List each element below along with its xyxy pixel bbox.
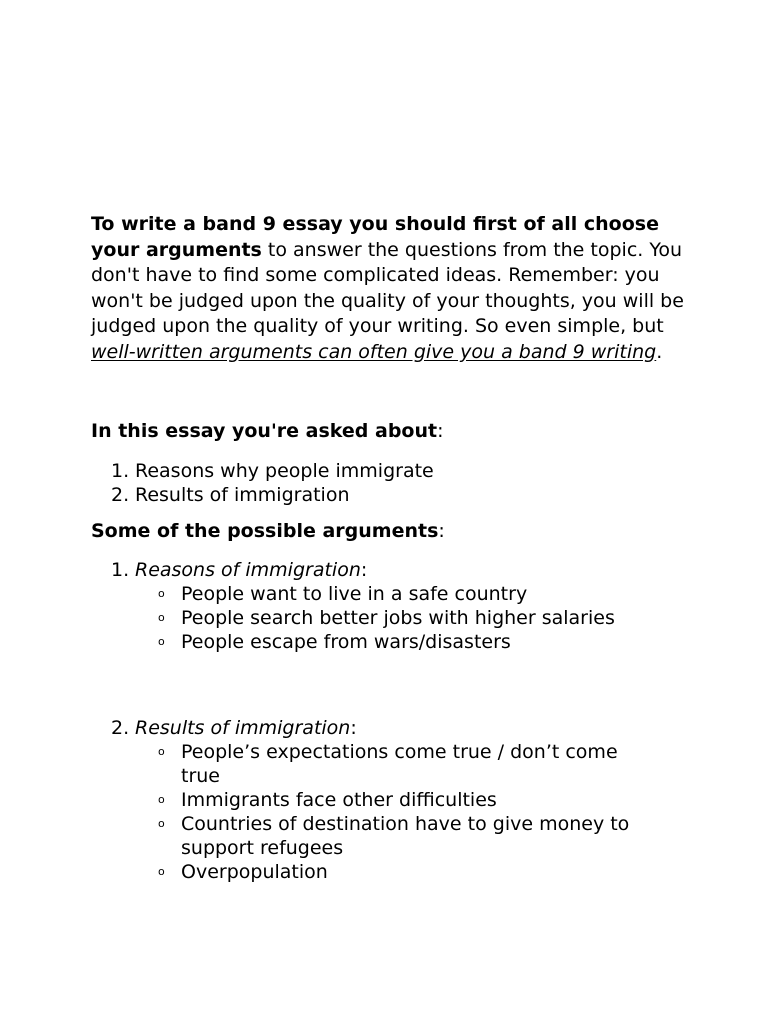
list-number: 2. — [111, 717, 130, 739]
list-item — [91, 483, 691, 507]
list-number: 2. — [111, 483, 130, 506]
circle-bullet-icon: o — [158, 793, 165, 806]
intro-end: . — [656, 340, 663, 363]
list-item — [91, 459, 691, 483]
intro-plain-text: to answer the questions from the topic. You don't have to find some complicated ideas. Remember: you won't be judged upon the quality of your thoughts, you will be judged upon the quality of your writing. So even simple, but — [91, 238, 684, 337]
list-item-text: People search better jobs with higher salaries — [181, 607, 615, 629]
asked-heading-colon: : — [437, 420, 444, 442]
circle-bullet-icon: o — [158, 587, 165, 600]
document-page — [91, 212, 691, 884]
intro-paragraph — [91, 212, 691, 365]
list-item — [91, 630, 641, 654]
asked-list — [91, 459, 691, 507]
argument-group-title — [91, 558, 691, 582]
intro-bold-text: To write a band 9 essay you should first of all choose your arguments — [91, 213, 659, 261]
argument-list — [91, 582, 691, 654]
circle-bullet-icon: o — [158, 611, 165, 624]
arguments-heading-text: Some of the possible arguments — [91, 519, 439, 542]
circle-bullet-icon: o — [158, 865, 165, 878]
list-item-text: Immigrants face other difficulties — [181, 789, 497, 811]
argument-group-colon: : — [350, 717, 357, 739]
argument-group-reasons — [91, 558, 691, 654]
list-number: 1. — [111, 559, 130, 581]
argument-list — [91, 740, 691, 884]
list-item-text: Results of immigration — [135, 483, 350, 506]
argument-group-results — [91, 716, 691, 884]
list-item — [91, 860, 641, 884]
list-item — [91, 788, 641, 812]
argument-group-colon: : — [360, 559, 368, 581]
circle-bullet-icon: o — [158, 817, 165, 830]
list-item-text: Reasons why people immigrate — [135, 459, 434, 482]
asked-heading-text: In this essay you're asked about — [91, 420, 438, 442]
argument-group-title — [91, 716, 691, 740]
list-item — [91, 582, 641, 606]
circle-bullet-icon: o — [158, 635, 165, 648]
asked-heading — [91, 419, 691, 445]
list-item-text: People escape from wars/disasters — [181, 631, 511, 653]
circle-bullet-icon: o — [158, 745, 165, 758]
list-item-text: People want to live in a safe country — [181, 583, 528, 605]
argument-group-title-text: Reasons of immigration — [135, 559, 361, 581]
list-item — [91, 606, 641, 630]
list-item — [91, 740, 641, 788]
argument-group-title-text: Results of immigration — [135, 717, 351, 739]
intro-underlined-text: well-written arguments can often give you a band 9 writing — [91, 340, 657, 363]
list-item — [91, 812, 641, 860]
list-item-text: People’s expectations come true / don’t come true — [181, 741, 618, 787]
list-item-text: Overpopulation — [181, 861, 328, 883]
list-number: 1. — [111, 459, 130, 482]
arguments-heading-colon: : — [438, 519, 445, 542]
arguments-heading — [91, 519, 691, 545]
list-item-text: Countries of destination have to give money to support refugees — [181, 813, 630, 859]
